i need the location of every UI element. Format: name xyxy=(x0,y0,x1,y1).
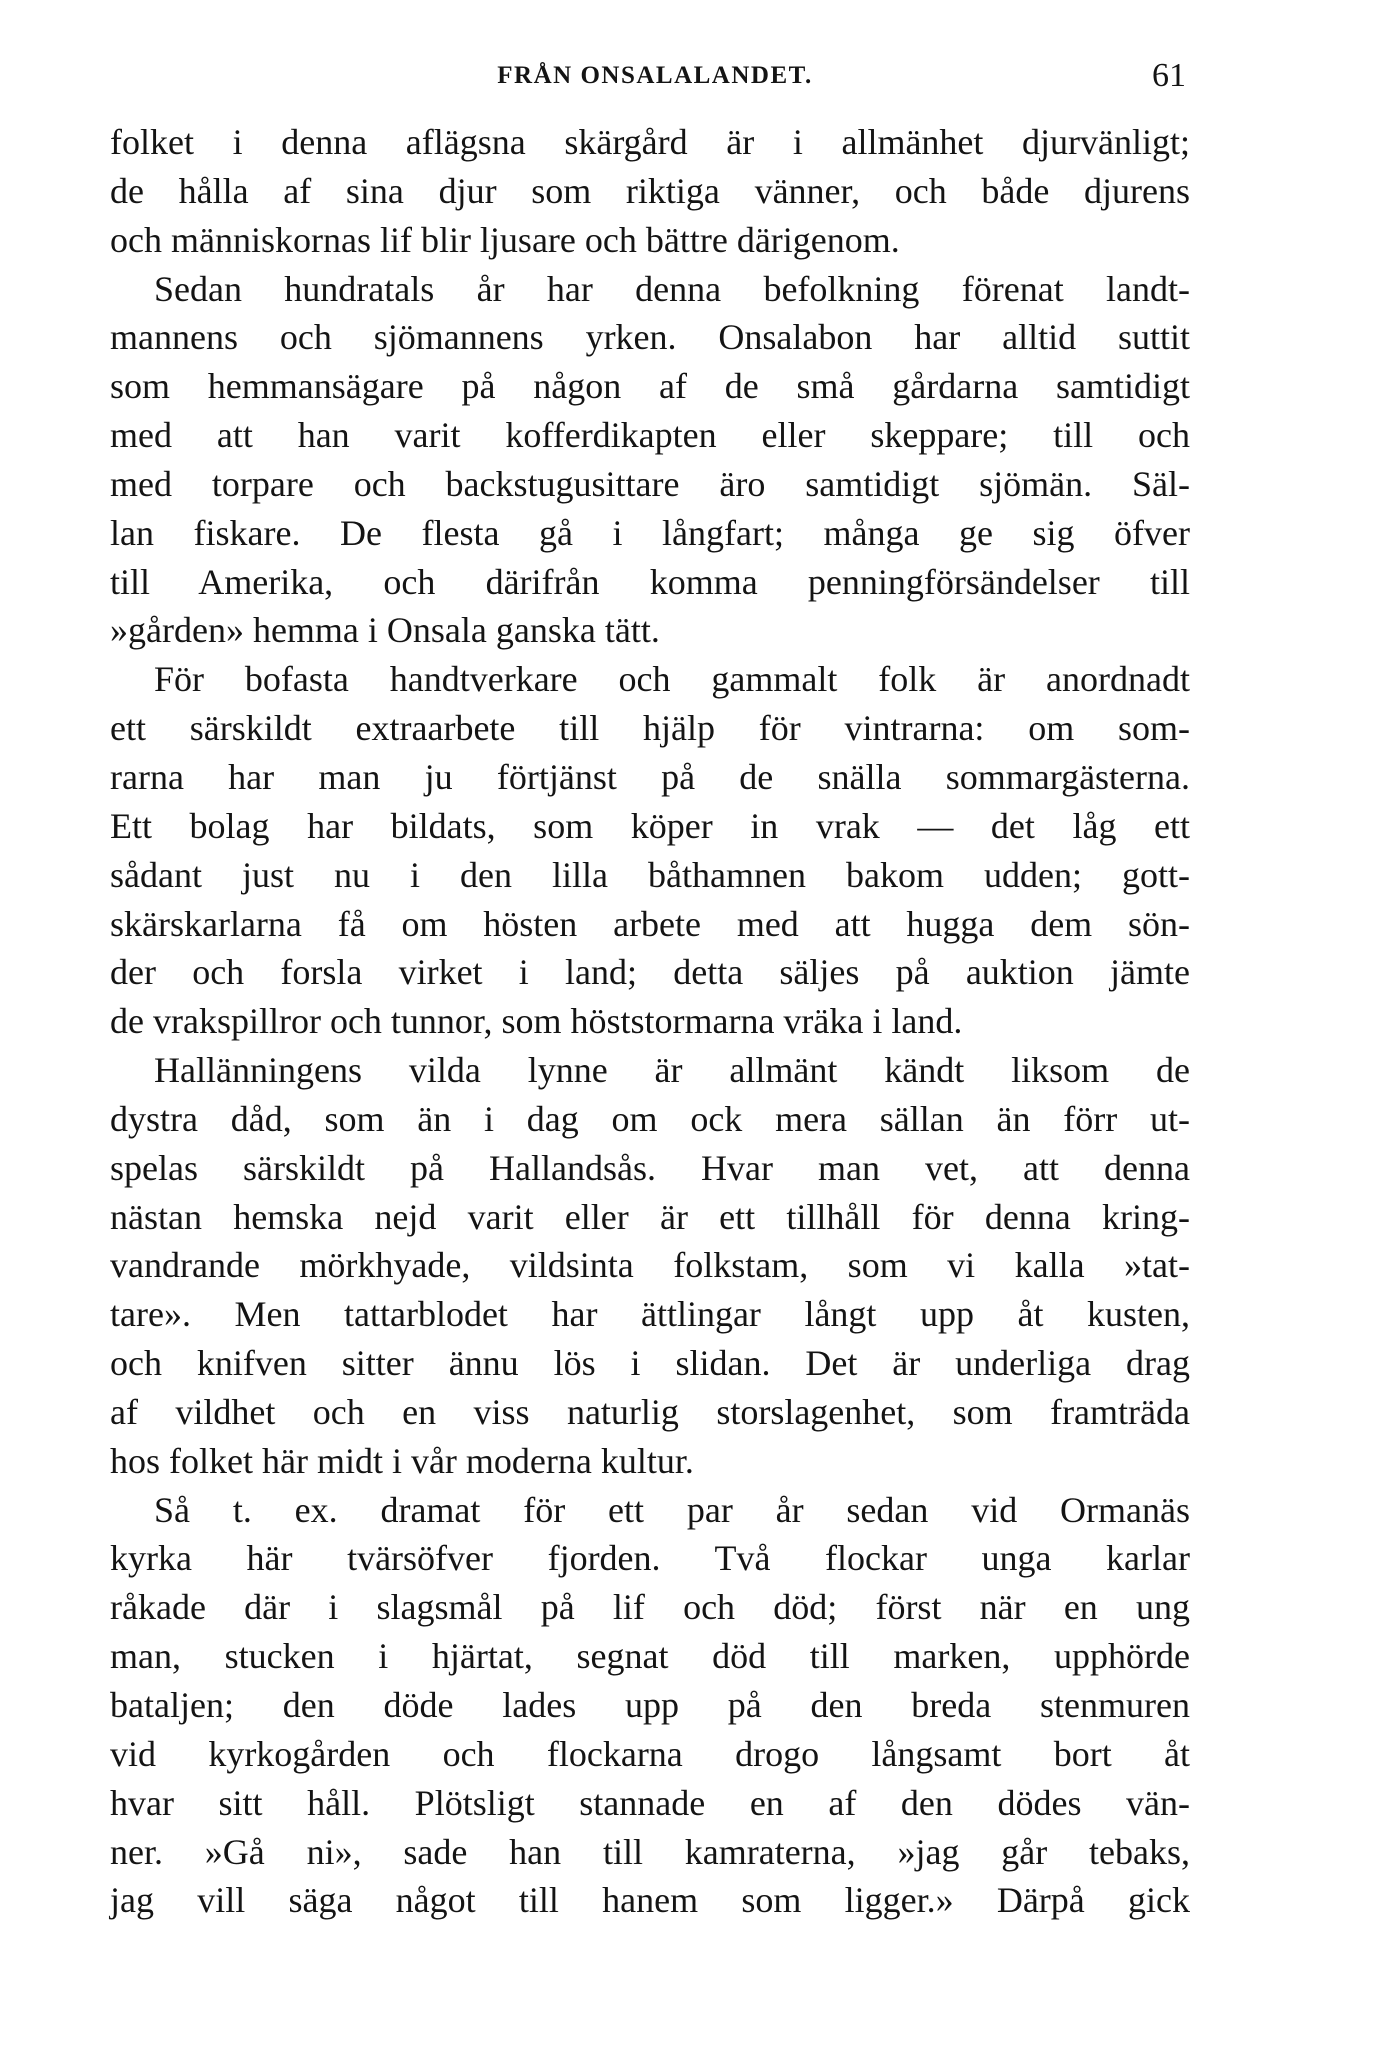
text-line: ner. »Gå ni», sade han till kamraterna, »jag går tebaks, xyxy=(110,1831,1190,1872)
text-line: skärskarlarna få om hösten arbete med att hugga dem sön- xyxy=(110,903,1190,944)
text-line: Ett bolag har bildats, som köper in vrak — det låg ett xyxy=(110,805,1190,846)
text-line: och människornas lif blir ljusare och bättre därigenom. xyxy=(110,219,900,260)
text-line: spelas särskildt på Hallandsås. Hvar man vet, att denna xyxy=(110,1147,1190,1188)
text-line: Så t. ex. dramat för ett par år sedan vid Ormanäs xyxy=(154,1489,1190,1530)
text-line: och knifven sitter ännu lös i slidan. Det är underliga drag xyxy=(110,1343,1190,1384)
text-line: bataljen; den döde lades upp på den breda stenmuren xyxy=(110,1685,1190,1725)
text-line: vid kyrkogården och flockarna drogo långsamt bort åt xyxy=(110,1733,1190,1774)
text-line: lan fiskare. De flesta gå i långfart; många ge sig öfver xyxy=(110,512,1190,553)
text-line: till Amerika, och därifrån komma penningförsändelser till xyxy=(110,561,1190,602)
text-line: hvar sitt håll. Plötsligt stannade en af den dödes vän- xyxy=(110,1782,1190,1823)
text-line: råkade där i slagsmål på lif och död; först när en ung xyxy=(110,1587,1190,1628)
text-line: tare». Men tattarblodet har ättlingar långt upp åt kusten, xyxy=(110,1294,1190,1335)
text-line: med att han varit kofferdikapten eller skeppare; till och xyxy=(110,415,1190,456)
body-text xyxy=(110,118,1190,1925)
text-line: man, stucken i hjärtat, segnat död till marken, upphörde xyxy=(110,1636,1190,1677)
text-line: ett särskildt extraarbete till hjälp för vintrarna: om som- xyxy=(110,708,1190,749)
text-line: mannens och sjömannens yrken. Onsalabon har alltid suttit xyxy=(110,317,1190,358)
text-line: med torpare och backstugusittare äro samtidigt sjömän. Säl- xyxy=(110,463,1190,504)
running-header xyxy=(110,56,1200,96)
text-line: sådant just nu i den lilla båthamnen bakom udden; gott- xyxy=(110,854,1190,895)
text-line: rarna har man ju förtjänst på de snälla sommargästerna. xyxy=(110,756,1190,797)
text-line: hos folket här midt i vår moderna kultur. xyxy=(110,1440,694,1481)
text-line: som hemmansägare på någon af de små gårdarna samtidigt xyxy=(110,366,1190,407)
text-line: dystra dåd, som än i dag om ock mera sällan än förr ut- xyxy=(110,1098,1190,1139)
text-line: folket i denna aflägsna skärgård är i allmänhet djurvänligt; xyxy=(110,122,1190,162)
text-line: nästan hemska nejd varit eller är ett tillhåll för denna kring- xyxy=(110,1196,1190,1237)
text-line: de vrakspillror och tunnor, som höststormarna vräka i land. xyxy=(110,1001,963,1042)
text-line: »gården» hemma i Onsala ganska tätt. xyxy=(110,610,660,651)
text-line: För bofasta handtverkare och gammalt folk är anordnadt xyxy=(154,659,1190,700)
running-title: FRÅN ONSALALANDET. xyxy=(497,62,813,89)
page-number: 61 xyxy=(1152,57,1186,94)
text-line: Sedan hundratals år har denna befolkning förenat landt- xyxy=(154,268,1190,309)
text-line: de hålla af sina djur som riktiga vänner, och både djurens xyxy=(110,170,1190,211)
text-line: jag vill säga något till hanem som ligger.» Därpå gick xyxy=(110,1880,1190,1921)
text-line: af vildhet och en viss naturlig storslagenhet, som framträda xyxy=(110,1391,1190,1432)
text-line: vandrande mörkhyade, vildsinta folkstam, som vi kalla »tat- xyxy=(110,1245,1190,1286)
text-line: Hallänningens vilda lynne är allmänt kändt liksom de xyxy=(154,1050,1190,1091)
text-line: kyrka här tvärsöfver fjorden. Två flockar unga karlar xyxy=(110,1538,1190,1579)
text-line: der och forsla virket i land; detta säljes på auktion jämte xyxy=(110,952,1190,993)
